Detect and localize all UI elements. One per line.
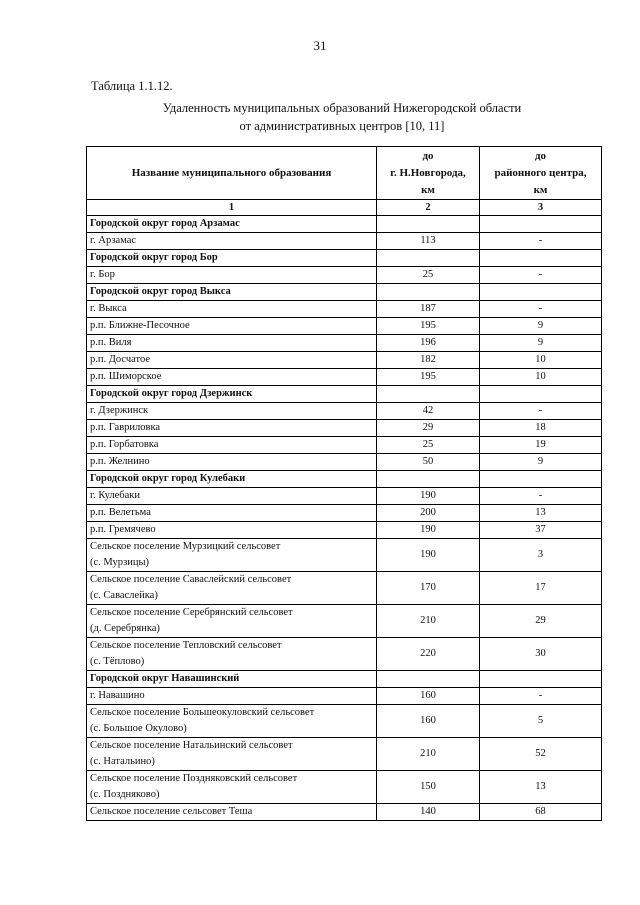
municipality-name-line: р.п. Шиморское: [90, 371, 162, 382]
group-row: [87, 284, 602, 301]
distance-nnovgorod: 187: [377, 301, 480, 318]
municipality-name-line: р.п. Ближне-Песочное: [90, 320, 190, 331]
empty-cell: [377, 284, 480, 301]
table-title-line1: Удаленность муниципальных образований Нижегородской области: [162, 101, 522, 115]
municipality-name-line: Сельское поселение Тепловский сельсовет: [90, 640, 282, 651]
table-row: [87, 688, 602, 705]
distance-district-center: 9: [480, 335, 602, 352]
municipality-name: [87, 488, 377, 505]
table-row: [87, 771, 602, 804]
table-row: [87, 738, 602, 771]
municipality-name: [87, 505, 377, 522]
municipality-name-line: Сельское поселение Мурзицкий сельсовет: [90, 541, 281, 552]
group-name: Городской округ город Арзамас: [87, 216, 377, 233]
municipality-name-line: р.п. Досчатое: [90, 354, 151, 365]
municipality-name-line: р.п. Гавриловка: [90, 422, 161, 433]
municipality-name-line: (с. Поздняково): [90, 789, 160, 800]
group-name: Городской округ город Выкса: [87, 284, 377, 301]
table-row: [87, 318, 602, 335]
municipality-name: [87, 572, 377, 605]
empty-cell: [480, 386, 602, 403]
municipality-name: [87, 335, 377, 352]
municipality-name: [87, 688, 377, 705]
municipality-name-line: г. Навашино: [90, 690, 145, 701]
distance-table: [86, 146, 602, 821]
table-row: [87, 335, 602, 352]
group-name: Городской округ город Бор: [87, 250, 377, 267]
municipality-name: [87, 638, 377, 671]
distance-district-center: 30: [480, 638, 602, 671]
municipality-name-line: Сельское поселение Поздняковский сельсовет: [90, 773, 298, 784]
table-row: [87, 233, 602, 250]
empty-cell: [377, 250, 480, 267]
municipality-name-line: г. Арзамас: [90, 235, 137, 246]
municipality-name: [87, 369, 377, 386]
group-row: [87, 671, 602, 688]
table-row: [87, 705, 602, 738]
municipality-name-line: р.п. Велетьма: [90, 507, 151, 518]
distance-nnovgorod: 190: [377, 522, 480, 539]
column-number: 3: [480, 200, 602, 216]
empty-cell: [480, 671, 602, 688]
header-nnovgorod-line: г. Н.Новгорода,: [390, 166, 466, 179]
table-header-row: [87, 147, 602, 200]
header-district-line: до: [534, 149, 547, 162]
municipality-name: [87, 771, 377, 804]
empty-cell: [480, 216, 602, 233]
header-nnovgorod-line: км: [421, 183, 435, 196]
table-row: [87, 420, 602, 437]
table-row: [87, 505, 602, 522]
distance-district-center: -: [480, 403, 602, 420]
distance-nnovgorod: 220: [377, 638, 480, 671]
distance-district-center: 9: [480, 454, 602, 471]
table-title-line2: от административных центров [10, 11]: [239, 119, 445, 133]
municipality-name-line: г. Дзержинск: [90, 405, 149, 416]
distance-district-center: 9: [480, 318, 602, 335]
distance-nnovgorod: 210: [377, 738, 480, 771]
table-row: [87, 638, 602, 671]
municipality-name-line: (с. Мурзицы): [90, 557, 150, 568]
group-name: Городской округ Навашинский: [87, 671, 377, 688]
municipality-name: [87, 705, 377, 738]
table-title: [0, 99, 640, 135]
municipality-name-line: Сельское поселение Натальинский сельсовет: [90, 740, 293, 751]
column-number: 2: [377, 200, 480, 216]
distance-district-center: 13: [480, 771, 602, 804]
municipality-name-line: (с. Тёплово): [90, 656, 145, 667]
municipality-name: [87, 403, 377, 420]
column-number-row: [87, 200, 602, 216]
distance-district-center: -: [480, 688, 602, 705]
distance-nnovgorod: 140: [377, 804, 480, 821]
municipality-name-line: г. Выкса: [90, 303, 127, 314]
distance-district-center: -: [480, 267, 602, 284]
distance-district-center: 52: [480, 738, 602, 771]
distance-nnovgorod: 160: [377, 705, 480, 738]
municipality-name: [87, 352, 377, 369]
distance-district-center: 10: [480, 369, 602, 386]
table-row: [87, 488, 602, 505]
municipality-name: [87, 522, 377, 539]
municipality-name-line: г. Бор: [90, 269, 115, 280]
distance-nnovgorod: 200: [377, 505, 480, 522]
table-row: [87, 369, 602, 386]
header-nnovgorod: [377, 147, 480, 200]
municipality-name: [87, 454, 377, 471]
distance-district-center: 3: [480, 539, 602, 572]
group-name: Городской округ город Кулебаки: [87, 471, 377, 488]
municipality-name-line: р.п. Горбатовка: [90, 439, 159, 450]
distance-nnovgorod: 25: [377, 437, 480, 454]
group-row: [87, 216, 602, 233]
municipality-name-line: р.п. Желнино: [90, 456, 150, 467]
header-district-line: районного центра,: [494, 166, 587, 179]
municipality-name-line: р.п. Гремячево: [90, 524, 156, 535]
municipality-name-line: (д. Серебрянка): [90, 623, 160, 634]
table-body: [87, 216, 602, 821]
table-caption: Таблица 1.1.12.: [91, 79, 173, 93]
table-row: [87, 403, 602, 420]
table-row: [87, 437, 602, 454]
column-number: 1: [87, 200, 377, 216]
distance-district-center: 17: [480, 572, 602, 605]
group-row: [87, 471, 602, 488]
municipality-name: [87, 605, 377, 638]
distance-nnovgorod: 195: [377, 318, 480, 335]
distance-nnovgorod: 196: [377, 335, 480, 352]
header-nnovgorod-line: до: [422, 149, 434, 162]
municipality-name-line: Сельское поселение сельсовет Теша: [90, 806, 253, 817]
distance-nnovgorod: 170: [377, 572, 480, 605]
municipality-name-line: р.п. Виля: [90, 337, 132, 348]
municipality-name-line: Сельское поселение Саваслейский сельсовет: [90, 574, 292, 585]
table-row: [87, 804, 602, 821]
distance-nnovgorod: 210: [377, 605, 480, 638]
distance-district-center: 68: [480, 804, 602, 821]
municipality-name: [87, 318, 377, 335]
distance-district-center: 29: [480, 605, 602, 638]
empty-cell: [480, 471, 602, 488]
municipality-name: [87, 233, 377, 250]
page-number: 31: [313, 38, 327, 53]
municipality-name: [87, 301, 377, 318]
group-name: Городской округ город Дзержинск: [87, 386, 377, 403]
table-row: [87, 539, 602, 572]
municipality-name-line: (с. Большое Окулово): [90, 723, 187, 734]
distance-nnovgorod: 42: [377, 403, 480, 420]
municipality-name: [87, 437, 377, 454]
municipality-name-line: г. Кулебаки: [90, 490, 140, 501]
table-row: [87, 267, 602, 284]
distance-district-center: 19: [480, 437, 602, 454]
table-row: [87, 605, 602, 638]
distance-district-center: -: [480, 301, 602, 318]
distance-district-center: 13: [480, 505, 602, 522]
distance-nnovgorod: 150: [377, 771, 480, 804]
group-row: [87, 386, 602, 403]
header-name: Название муниципального образования: [87, 147, 377, 200]
municipality-name: [87, 738, 377, 771]
municipality-name-line: Сельское поселение Серебрянский сельсовет: [90, 607, 293, 618]
distance-district-center: 18: [480, 420, 602, 437]
municipality-name-line: (с. Натальино): [90, 756, 155, 767]
distance-nnovgorod: 195: [377, 369, 480, 386]
table-row: [87, 454, 602, 471]
distance-nnovgorod: 190: [377, 488, 480, 505]
municipality-name: [87, 267, 377, 284]
distance-district-center: 37: [480, 522, 602, 539]
distance-district-center: -: [480, 233, 602, 250]
distance-district-center: 10: [480, 352, 602, 369]
municipality-name-line: Сельское поселение Большеокуловский сельсовет: [90, 707, 315, 718]
municipality-name-line: (с. Саваслейка): [90, 590, 158, 601]
distance-nnovgorod: 160: [377, 688, 480, 705]
table-row: [87, 522, 602, 539]
distance-district-center: 5: [480, 705, 602, 738]
empty-cell: [377, 216, 480, 233]
distance-nnovgorod: 182: [377, 352, 480, 369]
distance-nnovgorod: 29: [377, 420, 480, 437]
table-row: [87, 352, 602, 369]
header-district-center: [480, 147, 602, 200]
empty-cell: [480, 250, 602, 267]
table-row: [87, 301, 602, 318]
municipality-name: [87, 539, 377, 572]
empty-cell: [480, 284, 602, 301]
municipality-name: [87, 420, 377, 437]
distance-nnovgorod: 25: [377, 267, 480, 284]
group-row: [87, 250, 602, 267]
empty-cell: [377, 671, 480, 688]
empty-cell: [377, 471, 480, 488]
distance-nnovgorod: 113: [377, 233, 480, 250]
municipality-name: [87, 804, 377, 821]
distance-district-center: -: [480, 488, 602, 505]
empty-cell: [377, 386, 480, 403]
distance-nnovgorod: 190: [377, 539, 480, 572]
header-district-line: км: [533, 183, 548, 196]
table-row: [87, 572, 602, 605]
distance-nnovgorod: 50: [377, 454, 480, 471]
